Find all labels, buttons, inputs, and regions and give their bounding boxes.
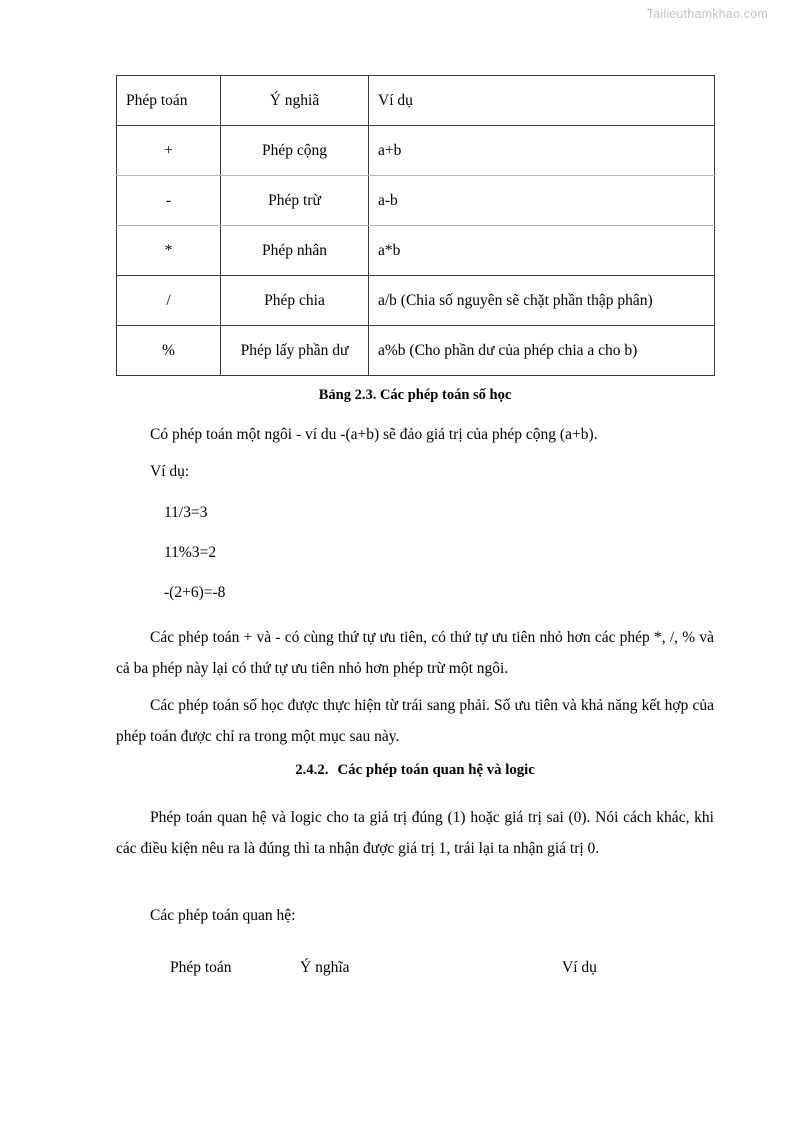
section-title: Các phép toán quan hệ và logic (337, 762, 535, 778)
paragraph-text: Các phép toán + và - có cùng thứ tự ưu tiên, có thứ tự ưu tiên nhỏ hơn các phép *, /, % và cả ba phép này lại có thứ tự ưu tiên nhỏ hơn phép trừ một ngôi. (116, 629, 714, 677)
cell-example: a*b (369, 226, 715, 276)
example-line-2: 11%3=2 (164, 544, 217, 561)
table-row (117, 326, 715, 376)
paragraph-evaluation-order (116, 690, 714, 752)
table-caption: Bảng 2.3. Các phép toán số học (318, 387, 512, 403)
section-number: 2.4.2. (295, 762, 329, 778)
cell-meaning: Phép nhân (221, 226, 369, 276)
cell-example: a-b (369, 176, 715, 226)
table-header-example: Ví dụ (369, 76, 715, 126)
cell-meaning: Phép lấy phần dư (221, 326, 369, 376)
arithmetic-operators-table (116, 75, 715, 376)
table-header-meaning: Ý nghiã (221, 76, 369, 126)
cell-meaning: Phép trừ (221, 176, 369, 226)
column-label-example: Ví dụ (562, 959, 597, 976)
paragraph-precedence (116, 622, 714, 684)
cell-example: a%b (Cho phần dư của phép chia a cho b) (369, 326, 715, 376)
cell-operator: * (117, 226, 221, 276)
cell-example: a/b (Chia số nguyên sẽ chặt phần thập phân) (369, 276, 715, 326)
cell-operator: + (117, 126, 221, 176)
paragraph-text: Có phép toán một ngôi - ví du -(a+b) sẽ đảo giá trị của phép cộng (a+b). (150, 426, 598, 443)
table-row (117, 226, 715, 276)
table-row (117, 176, 715, 226)
paragraph-unary-operator (116, 419, 714, 450)
cell-operator: / (117, 276, 221, 326)
cell-example: a+b (369, 126, 715, 176)
example-line-1: 11/3=3 (164, 504, 208, 521)
watermark: Tailieuthamkhao.com (646, 7, 768, 21)
paragraph-text: Phép toán quan hệ và logic cho ta giá trị đúng (1) hoặc giá trị sai (0). Nói cách khác, khi các điều kiện nêu ra là đúng thì ta nhận được giá trị 1, trái lại ta nhận giá trị 0. (116, 809, 714, 857)
paragraph-relational-logic (116, 802, 714, 864)
cell-meaning: Phép chia (221, 276, 369, 326)
table-row (117, 126, 715, 176)
column-label-operator: Phép toán (170, 959, 232, 976)
cell-operator: - (117, 176, 221, 226)
section-heading (116, 762, 714, 779)
column-label-meaning: Ý nghĩa (300, 959, 350, 976)
cell-operator: % (117, 326, 221, 376)
paragraph-text: Các phép toán số học được thực hiện từ trái sang phải. Số ưu tiên và khả năng kết hợp của phép toán được chỉ ra trong một mục sau này. (116, 697, 714, 745)
example-label: Ví dụ: (150, 463, 190, 480)
table-row (117, 276, 715, 326)
table-header-operator: Phép toán (117, 76, 221, 126)
cell-meaning: Phép cộng (221, 126, 369, 176)
relational-operators-intro: Các phép toán quan hệ: (150, 907, 296, 924)
table-header-row (117, 76, 715, 126)
example-line-3: -(2+6)=-8 (164, 584, 226, 601)
